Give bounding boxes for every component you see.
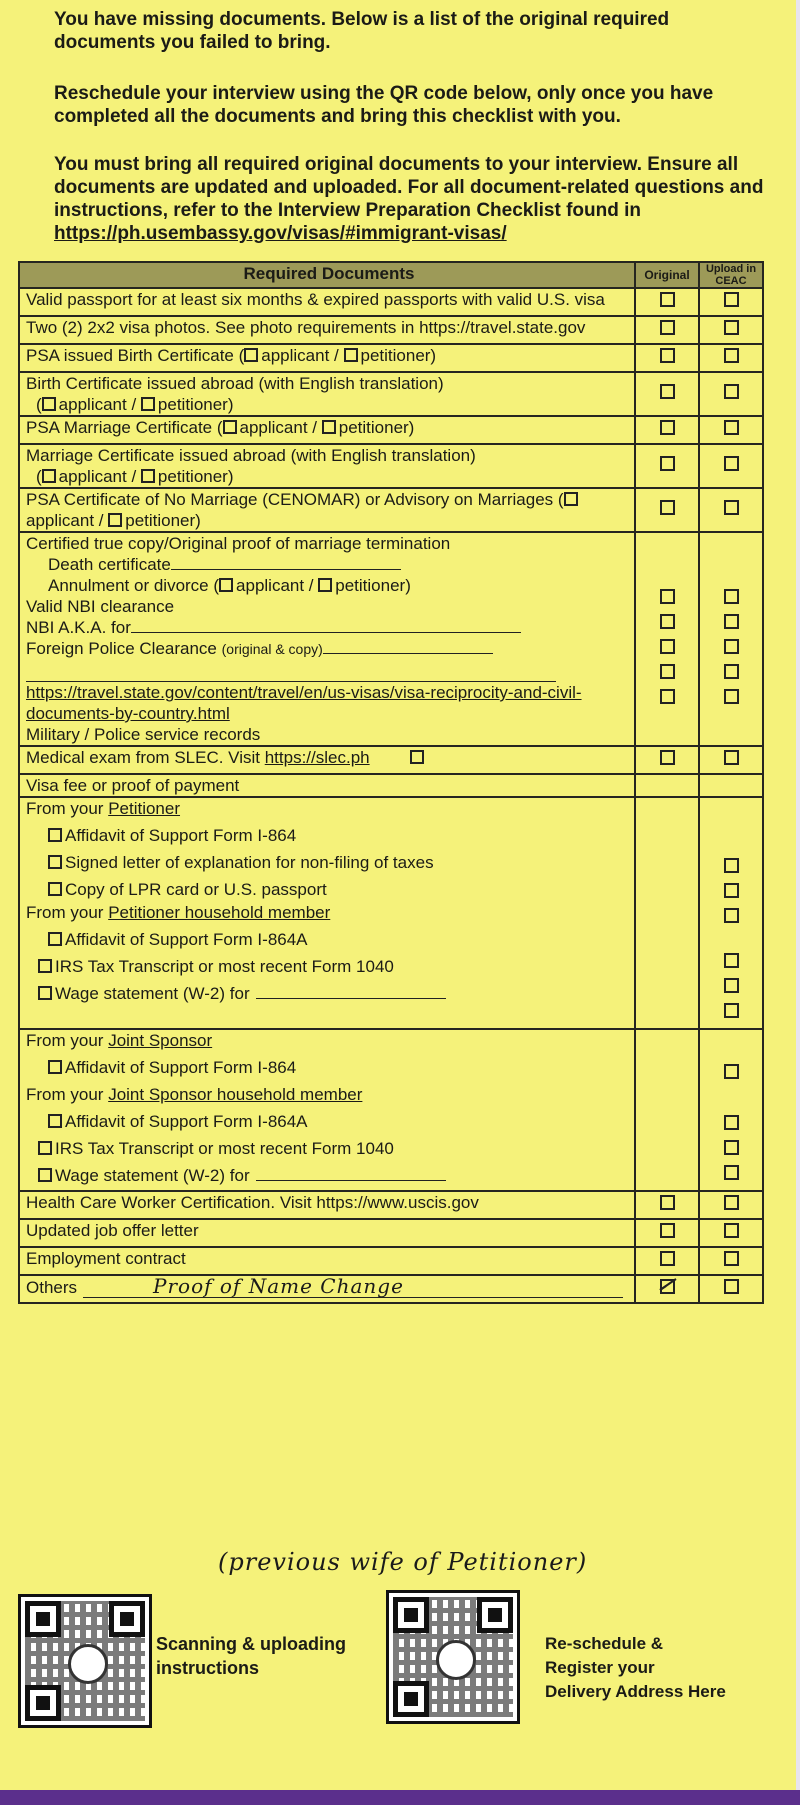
table-row bbox=[19, 372, 763, 416]
checkbox-original[interactable] bbox=[660, 420, 675, 435]
checkbox-original[interactable] bbox=[660, 689, 675, 704]
checkbox-original-checked[interactable] bbox=[660, 1279, 675, 1294]
wage-label: Wage statement (W-2) for bbox=[55, 1166, 250, 1185]
checkbox-upload[interactable] bbox=[724, 320, 739, 335]
checkbox-upload[interactable] bbox=[724, 750, 739, 765]
table-row bbox=[19, 488, 763, 532]
interview-checklist-title: Interview Preparation Checklist bbox=[277, 200, 561, 221]
row-termination bbox=[19, 532, 635, 746]
irs-label: IRS Tax Transcript or most recent Form 1040 bbox=[55, 957, 394, 976]
death-certificate-line bbox=[26, 554, 632, 575]
qr-right-caption-line: Re-schedule & bbox=[545, 1634, 664, 1653]
checkbox-petitioner[interactable] bbox=[108, 513, 122, 527]
row-medical bbox=[19, 746, 635, 774]
required-documents-table bbox=[18, 261, 764, 1304]
marriage-abroad-label: Marriage Certificate issued abroad (with English translation) bbox=[26, 446, 476, 465]
annulment-label: Annulment or divorce ( bbox=[48, 576, 220, 595]
qr-code-reschedule[interactable] bbox=[386, 1590, 520, 1724]
affidavit-a-label: Affidavit of Support Form I-864A bbox=[65, 1112, 308, 1131]
checkbox-applicant[interactable] bbox=[223, 420, 237, 434]
checkbox-upload[interactable] bbox=[724, 456, 739, 471]
checkbox-original[interactable] bbox=[660, 639, 675, 654]
checkbox-original[interactable] bbox=[660, 320, 675, 335]
checkbox-upload[interactable] bbox=[724, 1003, 739, 1018]
row-others bbox=[19, 1275, 635, 1303]
checkbox-upload[interactable] bbox=[724, 664, 739, 679]
intro-paragraph-1: You have missing documents. Below is a list of the original required documents you failed to bring. bbox=[54, 9, 670, 53]
nbi-aka-line bbox=[26, 617, 632, 638]
checkbox-upload[interactable] bbox=[724, 639, 739, 654]
header-required-documents: Required Documents bbox=[19, 262, 635, 288]
checkbox-original[interactable] bbox=[660, 614, 675, 629]
table-row bbox=[19, 1191, 763, 1219]
row-birth-abroad: Birth Certificate issued abroad (with English translation) ( applicant / petitioner) bbox=[19, 372, 635, 416]
nbi-label: Valid NBI clearance bbox=[26, 597, 175, 616]
checkbox-upload[interactable] bbox=[724, 1279, 739, 1294]
background-bottom bbox=[0, 1790, 800, 1805]
checkbox-applicant[interactable] bbox=[244, 348, 258, 362]
checkbox-original[interactable] bbox=[660, 1223, 675, 1238]
intro-p3-text: You must bring all required original documents to your interview. Ensure all documents are updated and uploaded. For all document-related questions and instructions, refer to the bbox=[54, 154, 764, 221]
checkbox-upload[interactable] bbox=[724, 1223, 739, 1238]
foreign-police-line bbox=[26, 638, 632, 660]
checkbox-upload[interactable] bbox=[724, 1115, 739, 1130]
checkbox-upload[interactable] bbox=[724, 1140, 739, 1155]
table-row bbox=[19, 532, 763, 746]
row-psa-marriage bbox=[19, 416, 635, 444]
table-row bbox=[19, 316, 763, 344]
checkbox-affidavit-a[interactable] bbox=[48, 1114, 62, 1128]
header-original: Original bbox=[635, 262, 699, 288]
checkbox-upload[interactable] bbox=[724, 1195, 739, 1210]
checkbox-original[interactable] bbox=[660, 1251, 675, 1266]
row-job-offer: Updated job offer letter bbox=[19, 1219, 635, 1247]
checkbox-applicant[interactable] bbox=[564, 492, 578, 506]
checkbox-upload[interactable] bbox=[724, 292, 739, 307]
row-marriage-abroad: Marriage Certificate issued abroad (with English translation) ( applicant / petitioner) bbox=[19, 444, 635, 488]
termination-label: Certified true copy/Original proof of marriage termination bbox=[26, 534, 451, 553]
checkbox-petitioner[interactable] bbox=[141, 397, 155, 411]
row-visa-fee: Visa fee or proof of payment bbox=[19, 774, 635, 797]
handwritten-note: (previous wife of Petitioner) bbox=[218, 1548, 588, 1576]
petitioner-label: petitioner) bbox=[335, 576, 411, 595]
petitioner-heading: Petitioner bbox=[108, 799, 181, 818]
row-photos: Two (2) 2x2 visa photos. See photo requirements in https://travel.state.gov bbox=[19, 316, 635, 344]
lpr-label: Copy of LPR card or U.S. passport bbox=[65, 880, 327, 899]
checkbox-affidavit[interactable] bbox=[48, 828, 62, 842]
qr-left-caption-line: Scanning & uploading bbox=[156, 1634, 346, 1654]
checkbox-upload[interactable] bbox=[724, 614, 739, 629]
checkbox-affidavit[interactable] bbox=[48, 1060, 62, 1074]
irs-label: IRS Tax Transcript or most recent Form 1040 bbox=[55, 1139, 394, 1158]
wage-label: Wage statement (W-2) for bbox=[55, 984, 250, 1003]
applicant-label: applicant / bbox=[239, 418, 322, 437]
psa-marriage-label: PSA Marriage Certificate ( bbox=[26, 418, 223, 437]
checkbox-upload[interactable] bbox=[724, 908, 739, 923]
petitioner-label: petitioner) bbox=[338, 418, 415, 437]
checkbox-original[interactable] bbox=[660, 500, 675, 515]
petitioner-label: petitioner) bbox=[157, 395, 234, 414]
table-row bbox=[19, 746, 763, 774]
table-row bbox=[19, 1029, 763, 1191]
embassy-seal-icon bbox=[68, 1644, 108, 1684]
check-mark-icon bbox=[658, 1277, 680, 1293]
death-label: Death certificate bbox=[48, 555, 171, 574]
checkbox-original[interactable] bbox=[660, 664, 675, 679]
cenomar-label: PSA Certificate of No Marriage (CENOMAR) or Advisory on Marriages ( bbox=[26, 490, 564, 509]
checkbox-lpr[interactable] bbox=[48, 882, 62, 896]
checkbox-petitioner[interactable] bbox=[344, 348, 358, 362]
table-row bbox=[19, 444, 763, 488]
table-row bbox=[19, 797, 763, 1029]
checkbox-letter[interactable] bbox=[48, 855, 62, 869]
row-joint-sponsor bbox=[19, 1029, 635, 1191]
checkbox-original[interactable] bbox=[660, 292, 675, 307]
annulment-line bbox=[26, 575, 632, 596]
from-your-label: From your bbox=[26, 1085, 109, 1104]
checkbox-petitioner[interactable] bbox=[318, 578, 332, 592]
petitioner-label: petitioner) bbox=[157, 467, 234, 486]
row-passport: Valid passport for at least six months & expired passports with valid U.S. visa bbox=[19, 288, 635, 316]
from-your-label: From your bbox=[26, 1031, 109, 1050]
qr-left-caption bbox=[156, 1632, 346, 1680]
medical-label: Medical exam from SLEC. Visit bbox=[26, 748, 265, 767]
checkbox-applicant[interactable] bbox=[42, 469, 56, 483]
qr-right-caption-line: Register your bbox=[545, 1658, 655, 1677]
letter-label: Signed letter of explanation for non-filing of taxes bbox=[65, 853, 434, 872]
qr-left-caption-line: instructions bbox=[156, 1658, 260, 1678]
row-cenomar bbox=[19, 488, 635, 532]
military-label: Military / Police service records bbox=[26, 725, 261, 744]
qr-right-caption-line: Delivery Address Here bbox=[545, 1682, 726, 1701]
slec-link[interactable]: https://slec.ph bbox=[264, 748, 370, 767]
intro-paragraph-2: Reschedule your interview using the QR code below, only once you have completed all the documents and bring this checklist with you. bbox=[54, 83, 714, 127]
table-header bbox=[19, 262, 763, 288]
checkbox-upload[interactable] bbox=[724, 1251, 739, 1266]
checkbox-irs[interactable] bbox=[38, 1141, 52, 1155]
checkbox-original[interactable] bbox=[660, 384, 675, 399]
checkbox-upload[interactable] bbox=[724, 858, 739, 873]
embassy-link[interactable]: https://ph.usembassy.gov/visas/#immigrant-visas/ bbox=[54, 223, 507, 244]
qr-right-caption bbox=[545, 1632, 726, 1704]
applicant-label: applicant / bbox=[58, 395, 141, 414]
checkbox-original[interactable] bbox=[660, 1195, 675, 1210]
checkbox-upload[interactable] bbox=[724, 1165, 739, 1180]
others-handwritten: Proof of Name Change bbox=[83, 1276, 623, 1298]
intro-paragraph-3 bbox=[54, 153, 769, 245]
row-psa-birth bbox=[19, 344, 635, 372]
checkbox-original[interactable] bbox=[660, 589, 675, 604]
table-row bbox=[19, 774, 763, 797]
checkbox-petitioner[interactable] bbox=[141, 469, 155, 483]
nbi-aka-label: NBI A.K.A. for bbox=[26, 618, 131, 637]
checkbox-original[interactable] bbox=[660, 456, 675, 471]
joint-sponsor-heading: Joint Sponsor bbox=[108, 1031, 213, 1050]
applicant-label: applicant / bbox=[236, 576, 319, 595]
table-row bbox=[19, 344, 763, 372]
checkbox-upload[interactable] bbox=[724, 589, 739, 604]
table-row bbox=[19, 288, 763, 316]
affidavit-label: Affidavit of Support Form I-864 bbox=[65, 1058, 297, 1077]
petitioner-household-heading: Petitioner household member bbox=[108, 903, 331, 922]
from-your-label: From your bbox=[26, 799, 109, 818]
others-label: Others bbox=[26, 1278, 78, 1297]
checkbox-petitioner[interactable] bbox=[322, 420, 336, 434]
checkbox-applicant[interactable] bbox=[219, 578, 233, 592]
header-upload: Upload in CEAC bbox=[699, 262, 763, 288]
checkbox-wage[interactable] bbox=[38, 1168, 52, 1182]
applicant-label: applicant / bbox=[261, 346, 344, 365]
qr-code-upload-instructions[interactable] bbox=[18, 1594, 152, 1728]
checkbox-upload[interactable] bbox=[724, 978, 739, 993]
intro-p3-found: found in bbox=[560, 200, 642, 221]
foreign-police-note: (original & copy) bbox=[221, 641, 323, 657]
checkbox-original[interactable] bbox=[660, 348, 675, 363]
checkbox-upload[interactable] bbox=[724, 689, 739, 704]
reciprocity-link[interactable]: https://travel.state.gov/content/travel/en/us-visas/visa-reciprocity-and-civil-documents-by-country.html bbox=[26, 683, 582, 723]
petitioner-label: petitioner) bbox=[360, 346, 437, 365]
checkbox-upload[interactable] bbox=[724, 348, 739, 363]
checkbox-wage[interactable] bbox=[38, 986, 52, 1000]
embassy-seal-icon bbox=[436, 1640, 476, 1680]
checkbox-irs[interactable] bbox=[38, 959, 52, 973]
checkbox-upload[interactable] bbox=[724, 384, 739, 399]
checkbox-upload[interactable] bbox=[724, 420, 739, 435]
psa-birth-label: PSA issued Birth Certificate ( bbox=[26, 346, 245, 365]
row-health: Health Care Worker Certification. Visit https://www.uscis.gov bbox=[19, 1191, 635, 1219]
table-row bbox=[19, 1219, 763, 1247]
checkbox-upload[interactable] bbox=[724, 500, 739, 515]
joint-sponsor-household-heading: Joint Sponsor household member bbox=[108, 1085, 363, 1104]
background-edge bbox=[796, 0, 800, 1805]
table-row bbox=[19, 1247, 763, 1275]
birth-abroad-label: Birth Certificate issued abroad (with English translation) bbox=[26, 374, 444, 393]
checkbox-original[interactable] bbox=[660, 750, 675, 765]
applicant-label: applicant / bbox=[26, 511, 109, 530]
blank-line bbox=[26, 660, 632, 682]
petitioner-label: petitioner) bbox=[125, 511, 201, 530]
affidavit-label: Affidavit of Support Form I-864 bbox=[65, 826, 297, 845]
checkbox-upload[interactable] bbox=[724, 1064, 739, 1079]
foreign-police-label: Foreign Police Clearance bbox=[26, 639, 217, 658]
checkbox-medical[interactable] bbox=[410, 750, 424, 764]
from-your-label: From your bbox=[26, 903, 109, 922]
row-petitioner bbox=[19, 797, 635, 1029]
checkbox-upload[interactable] bbox=[724, 953, 739, 968]
affidavit-a-label: Affidavit of Support Form I-864A bbox=[65, 930, 308, 949]
row-employment: Employment contract bbox=[19, 1247, 635, 1275]
table-row bbox=[19, 1275, 763, 1303]
checkbox-upload[interactable] bbox=[724, 883, 739, 898]
applicant-label: applicant / bbox=[58, 467, 141, 486]
checkbox-affidavit-a[interactable] bbox=[48, 932, 62, 946]
checkbox-applicant[interactable] bbox=[42, 397, 56, 411]
table-row bbox=[19, 416, 763, 444]
